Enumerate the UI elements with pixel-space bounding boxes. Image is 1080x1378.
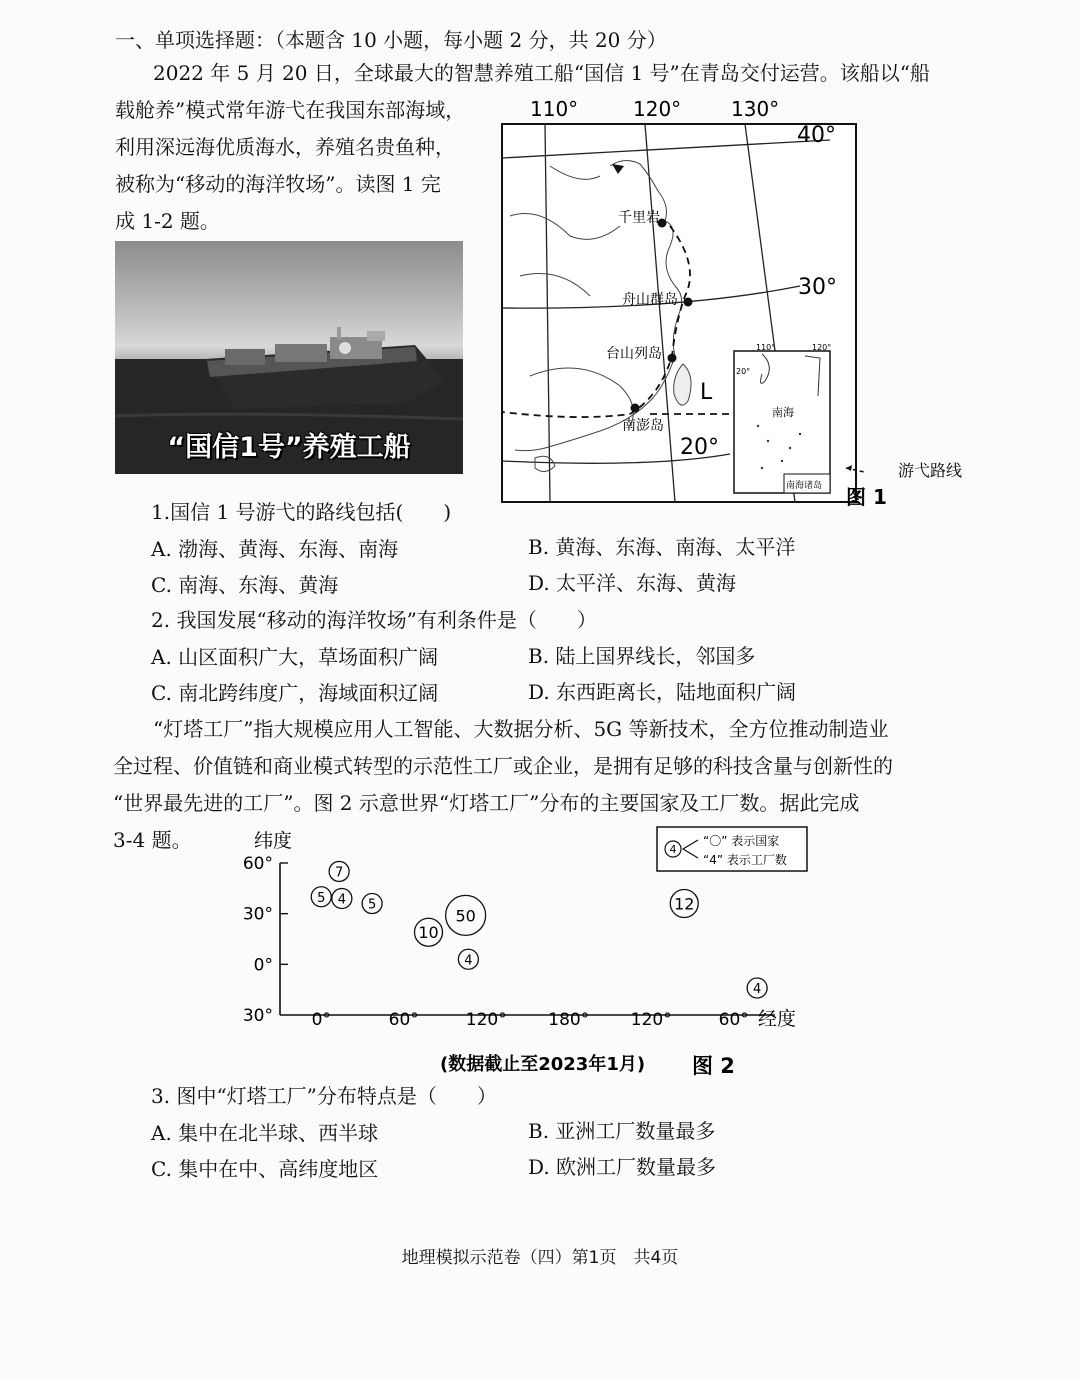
lon-110: 110°: [530, 97, 579, 121]
inset-box-label: 南海诸岛: [786, 481, 823, 491]
place-zhoushan: 舟山群岛: [622, 292, 678, 308]
lat-40: 40°: [797, 123, 836, 148]
q2-stem: 2. 我国发展“移动的海洋牧场”有利条件是（ ）: [151, 608, 597, 632]
place-nanpeng: 南澎岛: [622, 418, 664, 434]
q3-stem: 3. 图中“灯塔工厂”分布特点是（ ）: [151, 1084, 497, 1108]
figure1-map: [500, 96, 980, 511]
legend-symbol-text: “〇” 表示国家: [703, 834, 780, 848]
nanpeng-dot: [631, 404, 640, 413]
lat-30: 30°: [798, 275, 837, 300]
q1-option-c[interactable]: C. 南海、东海、黄海: [151, 573, 339, 597]
lon-120: 120°: [633, 97, 682, 121]
x-tick-label: 0°: [311, 1010, 331, 1030]
passage1-line5: 成 1-2 题。: [115, 209, 220, 233]
factory-count-label: 5: [317, 890, 326, 906]
svg-text:110°: 110°: [756, 343, 776, 352]
q3-option-b[interactable]: B. 亚洲工厂数量最多: [528, 1119, 716, 1143]
q1-option-a[interactable]: A. 渤海、黄海、东海、南海: [151, 537, 399, 561]
legend-sample-number: 4: [669, 843, 677, 856]
map-legend: [846, 461, 962, 480]
passage1-line1: 2022 年 5 月 20 日，全球最大的智慧养殖工船“国信 1 号”在青岛交付运营。该船以“船: [153, 61, 930, 85]
south-china-sea-inset: [734, 343, 831, 493]
svg-text:20°: 20°: [736, 367, 751, 376]
page-footer: 地理模拟示范卷（四）第1页 共4页: [401, 1248, 679, 1268]
lon-130: 130°: [731, 97, 780, 121]
x-tick-label: 60°: [388, 1010, 419, 1030]
x-axis-label: 经度: [758, 1008, 797, 1030]
section-heading: 一、单项选择题：（本题含 10 小题，每小题 2 分，共 20 分）: [115, 28, 667, 52]
legend-route-text: 游弋路线: [898, 461, 963, 480]
factory-count-label: 4: [752, 981, 762, 997]
q2-option-a[interactable]: A. 山区面积广大，草场面积广阔: [151, 645, 439, 669]
lat-20: 20°: [680, 435, 719, 460]
y-tick-label: 0°: [253, 955, 273, 976]
y-tick-label: 30°: [242, 904, 273, 925]
q3-option-d[interactable]: D. 欧洲工厂数量最多: [528, 1155, 717, 1179]
q1-option-b[interactable]: B. 黄海、东海、南海、太平洋: [528, 535, 796, 559]
passage1-line3: 利用深远海优质海水，养殖名贵鱼种，: [115, 135, 455, 159]
x-tick-label: 180°: [548, 1010, 590, 1030]
q2-option-c[interactable]: C. 南北跨纬度广，海域面积辽阔: [151, 681, 439, 705]
ship-photo: [115, 241, 463, 474]
zhoushan-dot: [684, 298, 693, 307]
x-tick-label: 60°: [718, 1010, 749, 1030]
legend-number-text: “4” 表示工厂数: [703, 853, 787, 867]
label-L: L: [700, 380, 713, 405]
q1-option-d[interactable]: D. 太平洋、东海、黄海: [528, 571, 737, 595]
factory-count-label: 50: [455, 906, 476, 926]
factory-count-label: 10: [418, 923, 439, 943]
inset-sea-label: 南海: [772, 406, 794, 419]
q2-option-b[interactable]: B. 陆上国界线长，邻国多: [528, 644, 756, 668]
place-taishan: 台山列岛: [606, 346, 662, 362]
passage2-line2: 全过程、价值链和商业模式转型的示范性工厂或企业，是拥有足够的科技含量与创新性的: [113, 754, 893, 778]
place-qianliyan: 千里岩: [618, 210, 660, 226]
passage2-line1: “灯塔工厂”指大规模应用人工智能、大数据分析、5G 等新技术，全方位推动制造业: [153, 717, 889, 741]
y-tick-label: 30°: [242, 1006, 273, 1026]
chart-note: (数据截止至2023年1月): [440, 1054, 646, 1075]
passage2-line4: 3-4 题。: [113, 828, 192, 852]
factory-count-label: 12: [674, 894, 695, 914]
q2-option-d[interactable]: D. 东西距离长，陆地面积广阔: [528, 680, 797, 704]
q3-option-c[interactable]: C. 集中在中、高纬度地区: [151, 1157, 379, 1181]
figure2-label: 图 2: [692, 1054, 735, 1078]
q3-option-a[interactable]: A. 集中在北半球、西半球: [151, 1121, 379, 1145]
x-tick-label: 120°: [465, 1010, 507, 1030]
factory-count-label: 4: [337, 892, 347, 908]
svg-text:120°: 120°: [812, 343, 832, 352]
y-tick-label: 60°: [242, 854, 273, 874]
y-axis-label: 纬度: [254, 830, 293, 852]
passage2-line3: “世界最先进的工厂”。图 2 示意世界“灯塔工厂”分布的主要国家及工厂数。据此完成: [113, 791, 860, 815]
factory-count-label: 4: [464, 953, 473, 969]
chart-legend: [657, 827, 807, 871]
q1-stem: 1.国信 1 号游弋的路线包括( ): [151, 500, 452, 524]
figure2-chart: [240, 823, 820, 1085]
photo-caption: “国信1号”养殖工船: [167, 432, 411, 463]
passage1-line4: 被称为“移动的海洋牧场”。读图 1 完: [115, 172, 441, 196]
factory-count-label: 5: [367, 897, 377, 913]
taishan-dot: [668, 354, 677, 363]
passage1-line2: 载舱养”模式常年游弋在我国东部海域，: [115, 98, 466, 122]
x-tick-label: 120°: [630, 1010, 672, 1030]
figure1-label: 图 1: [846, 485, 887, 509]
factory-count-label: 7: [334, 865, 344, 881]
